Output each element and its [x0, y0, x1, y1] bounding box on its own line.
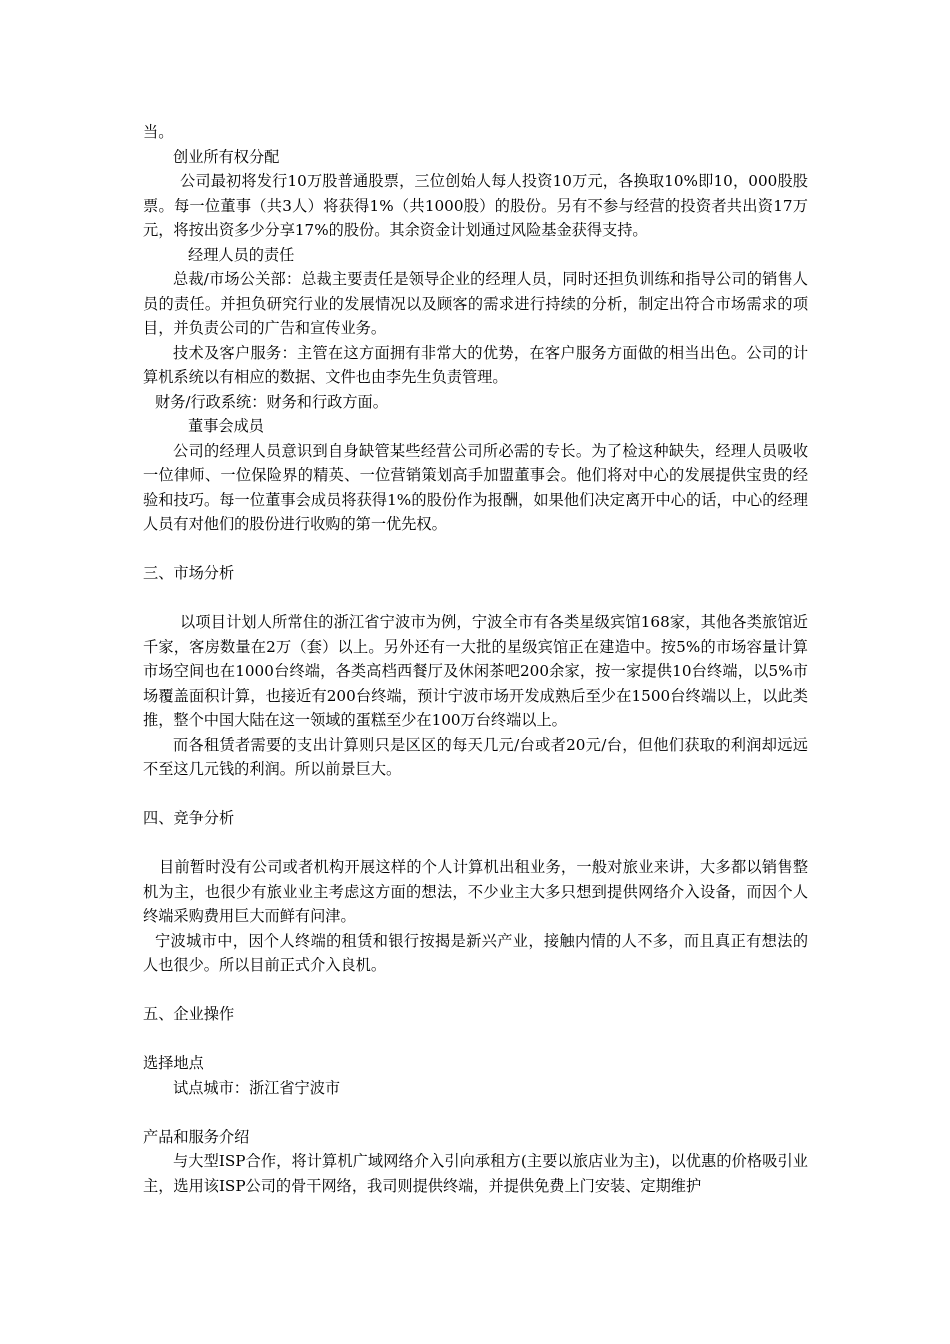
spacer: [143, 537, 808, 562]
paragraph-ceo: 总裁/市场公关部：总裁主要责任是领导企业的经理人员，同时还担负训练和指导公司的销售人员的责任。并担负研究行业的发展情况以及顾客的需求进行持续的分析，制定出符合市场需求的项目，并负责公司的广告和宣传业务。: [143, 270, 808, 337]
spacer: [143, 586, 808, 611]
heading-operations: 五、企业操作: [143, 1005, 235, 1023]
paragraph-board: 公司的经理人员意识到自身缺管某些经营公司所必需的专长。为了检这种缺失，经理人员吸收一位律师、一位保险界的精英、一位营销策划高手加盟董事会。他们将对中心的发展提供宝贵的经验和技巧。每一位董事会成员将获得1%的股份作为报酬，如果他们决定离开中心的话，中心的经理人员有对他们的股份进行收购的第一优先权。: [143, 441, 808, 533]
heading-managers: 经理人员的责任: [188, 245, 295, 264]
paragraph-ownership: 公司最初将发行10万股普通股票，三位创始人每人投资10万元，各换取10%即10，000股股票。每一位董事（共3人）将获得1%（共1000股）的股份。另有不参与经营的投资者共出资17万元，将按出资多少分享17%的股份。其余资金计划通过风险基金获得支持。: [143, 172, 808, 239]
heading-board: 董事会成员: [188, 417, 264, 435]
heading-competition-analysis: 四、竞争分析: [143, 809, 235, 827]
continuation-text: 当。: [143, 123, 174, 141]
paragraph-location: 试点城市：浙江省宁波市: [173, 1078, 341, 1097]
paragraph-competition-2: 宁波城市中，因个人终端的租赁和银行按揭是新兴产业，接触内情的人不多，而且真正有想法的人也很少。所以目前正式介入良机。: [143, 931, 808, 974]
heading-market-analysis: 三、市场分析: [143, 564, 235, 582]
heading-ownership: 创业所有权分配: [173, 147, 280, 166]
paragraph-tech: 技术及客户服务：主管在这方面拥有非常大的优势，在客户服务方面做的相当出色。公司的计算机系统以有相应的数据、文件也由李先生负责管理。: [143, 343, 808, 386]
document-body: [143, 120, 808, 1198]
paragraph-finance: 财务/行政系统：财务和行政方面。: [155, 392, 388, 411]
heading-location: 选择地点: [143, 1054, 204, 1072]
spacer: [143, 831, 808, 856]
spacer: [143, 782, 808, 807]
paragraph-market-1: 以项目计划人所常住的浙江省宁波市为例，宁波全市有各类星级宾馆168家，其他各类旅馆近千家，客房数量在2万（套）以上。另外还有一大批的星级宾馆正在建造中。按5%的市场容量计算市场空间也在1000台终端，各类高档西餐厅及休闲茶吧200余家，按一家提供10台终端，以5%市场覆盖面积计算，也接近有200台终端，预计宁波市场开发成熟后至少在1500台终端以上，以此类推，整个中国大陆在这一领域的蛋糕至少在100万台终端以上。: [143, 613, 808, 729]
paragraph-market-2: 而各租赁者需要的支出计算则只是区区的每天几元/台或者20元/台，但他们获取的利润却远远不至这几元钱的利润。所以前景巨大。: [143, 735, 808, 778]
paragraph-competition-1: 目前暂时没有公司或者机构开展这样的个人计算机出租业务，一般对旅业来讲，大多都以销售整机为主，也很少有旅业业主考虑这方面的想法，不少业主大多只想到提供网络介入设备，而因个人终端采购费用巨大而鲜有问津。: [143, 858, 808, 925]
paragraph-products: 与大型ISP合作，将计算机广域网络介入引向承租方(主要以旅店业为主)，以优惠的价格吸引业主，选用该ISP公司的骨干网络，我司则提供终端，并提供免费上门安装、定期维护: [143, 1152, 808, 1195]
spacer: [143, 978, 808, 1003]
heading-products: 产品和服务介绍: [143, 1127, 250, 1146]
spacer: [143, 1100, 808, 1125]
spacer: [143, 1027, 808, 1052]
